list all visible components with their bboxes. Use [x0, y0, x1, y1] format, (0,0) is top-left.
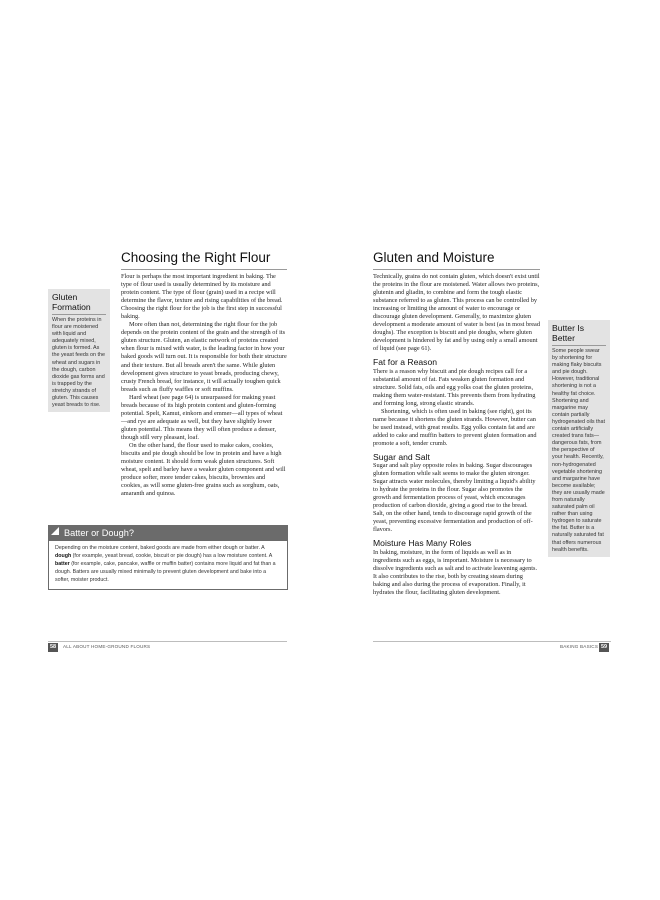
sidebar-title: Gluten Formation: [52, 292, 91, 312]
paragraph: In baking, moisture, in the form of liquids as well as in ingredients such as eggs, is important. Moisture is necessary to dissolve ingredients such as salt and to activate leavening agents. It also contributes to the rise, both by creating steam during baking and also during the process of evaporation. Finally, it hydrates the flour, facilitating gluten development.: [373, 548, 538, 596]
right-page: [330, 0, 660, 900]
box-title: Batter or Dough?: [64, 528, 134, 538]
paragraph: Flour is perhaps the most important ingredient in baking. The type of flour used is usually determined by its moisture and protein content. The type of flour (grain) used in a recipe will determine the flavor, texture and rising capabilities of the bread. Choosing the right flour for the job is the first step in successful baking.: [121, 273, 283, 321]
sidebar-text: When the proteins in flour are moistened with liquid and adequately mixed, gluten is formed. As the yeast feeds on the wheat and sugars in the dough, carbon dioxide gas forms and is trapped by the stretchy strands of gluten. This causes yeast breads to rise.: [52, 317, 106, 409]
paragraph: On the other hand, the flour used to make cakes, cookies, biscuits and pie dough should be low in protein and have a high moisture content. It should form weak gluten structures. Soft wheat, spelt and barley have a weaker gluten component and will produce softer, more tender cakes, biscuits, brownies and cookies, as will some gluten-free grains such as sorghum, oats, amaranth and quinoa.: [121, 441, 286, 498]
page-title-left: Choosing the Right Flour: [121, 250, 271, 265]
box-text-part: Depending on the moisture content, baked goods are made from either dough or batter. A: [55, 545, 265, 551]
running-head-left: ALL ABOUT HOME-GROUND FLOURS: [63, 644, 151, 649]
footer-divider: [373, 641, 611, 642]
subheading: Fat for a Reason: [373, 357, 438, 368]
sidebar-text: Some people swear by shortening for making flaky biscuits and pie dough. However, traditional shortening is not a healthy fat choice. Shortening and margarine may contain partially hydrogenated oils that contain artificially created trans fats—dangerous fats, from the perspective of your health. Recently, non-hydrogenated vegetable shortening and margarine have become available; they are usually made from naturally saturated palm oil rather than using hydrogen to saturate the fat. Butter is a naturally saturated fat that offers numerous health benefits.: [552, 348, 606, 553]
term-dough: dough: [55, 552, 72, 559]
sidebar-gluten-formation: [48, 289, 110, 412]
batter-or-dough-box: [48, 525, 288, 590]
box-text-part: (for example, cake, pancake, waffle or muffin batter) contains more liquid and fat than a dough. Batters are usually mixed minimally to prevent gluten development and bake into a softer, moister product.: [55, 560, 276, 583]
corner-flag-icon: [51, 527, 59, 535]
footer-divider: [48, 641, 287, 642]
sidebar-divider: [52, 314, 106, 315]
subheading: Moisture Has Many Roles: [373, 538, 472, 549]
paragraph: There is a reason why biscuit and pie dough recipes call for a substantial amount of fat. Fats weaken gluten formation and structure. Solid fats, oils and egg yolks coat the gluten proteins, making them water-resistant. This prevents them from hydrating and forming long, strong elastic strands.: [373, 367, 536, 407]
body-column-right: [373, 273, 540, 597]
sidebar-title: Butter Is Better: [552, 323, 584, 343]
term-batter: batter: [55, 560, 70, 567]
page-number-left: 58: [50, 644, 57, 650]
paragraph: Shortening, which is often used in baking (see right), got its name because it shortens the gluten strands. However, butter can be used instead, with great results. Egg yolks contain fat and are added to cake and muffin batters to prevent gluten formation and promote a soft, tender crumb.: [373, 407, 537, 447]
title-divider: [373, 269, 540, 270]
paragraph: Sugar and salt play opposite roles in baking. Sugar discourages gluten formation while salt seems to make the gluten stronger. Sugar attracts water molecules, thereby limiting a liquid's ability to hydrate the proteins in the flour. Sugar also promotes the growth and fermentation process of yeast, which encourages production of carbon dioxide, giving a good rise to the bread. Salt, on the other hand, tends to discourage rapid growth of the yeast, preventing excessive fermentation and production of off-flavors.: [373, 462, 536, 534]
paragraph: Technically, grains do not contain gluten, which doesn't exist until the proteins in the flour are moistened. Water allows two proteins, glutenin and gliadin, to combine and form the tough elastic substance referred to as gluten. This process can be controlled by increasing or limiting the amount of water to encourage or discourage gluten development. Generally, to maximize gluten development a moderate amount of water is best (as in most bread doughs). The exception is biscuit and pie doughs, where gluten development is hindered by fat and by using only a small amount of liquid (see page 61).: [373, 273, 540, 353]
running-head-right: BAKING BASICS: [560, 644, 599, 649]
sidebar-divider: [552, 345, 606, 346]
body-column-left: [121, 273, 287, 498]
subheading: Sugar and Salt: [373, 451, 430, 462]
box-text: [49, 541, 287, 589]
box-text-part: (for example, yeast bread, cookie, biscuit or pie dough) has a low moisture content. A: [71, 552, 272, 559]
page-title-right: Gluten and Moisture: [373, 250, 495, 265]
title-divider: [121, 269, 287, 270]
sidebar-butter-is-better: [548, 320, 610, 557]
paragraph: More often than not, determining the right flour for the job depends on the protein content of the grain and the strength of its gluten structure. Gluten, an elastic network of proteins created when flour is mixed with water, is the leading factor in how your baked goods will turn out. It is responsible for both their structure and their texture. But all breads aren't the same. While gluten development gives structure to yeast breads, producing chewy, crusty French bread, for instance, it will actually toughen quick breads such as fluffy waffles or soft muffins.: [121, 321, 287, 393]
paragraph: Hard wheat (see page 64) is unsurpassed for making yeast breads because of its high protein content and gluten-forming potential. Spelt, Kamut, einkorn and emmer—all types of wheat—and rye are adequate as well, but they have slightly lower gluten potential. This means they will often produce a denser, though still very pleasant, loaf.: [121, 393, 283, 441]
page-number-right: 59: [601, 644, 608, 650]
box-header: [49, 526, 287, 541]
